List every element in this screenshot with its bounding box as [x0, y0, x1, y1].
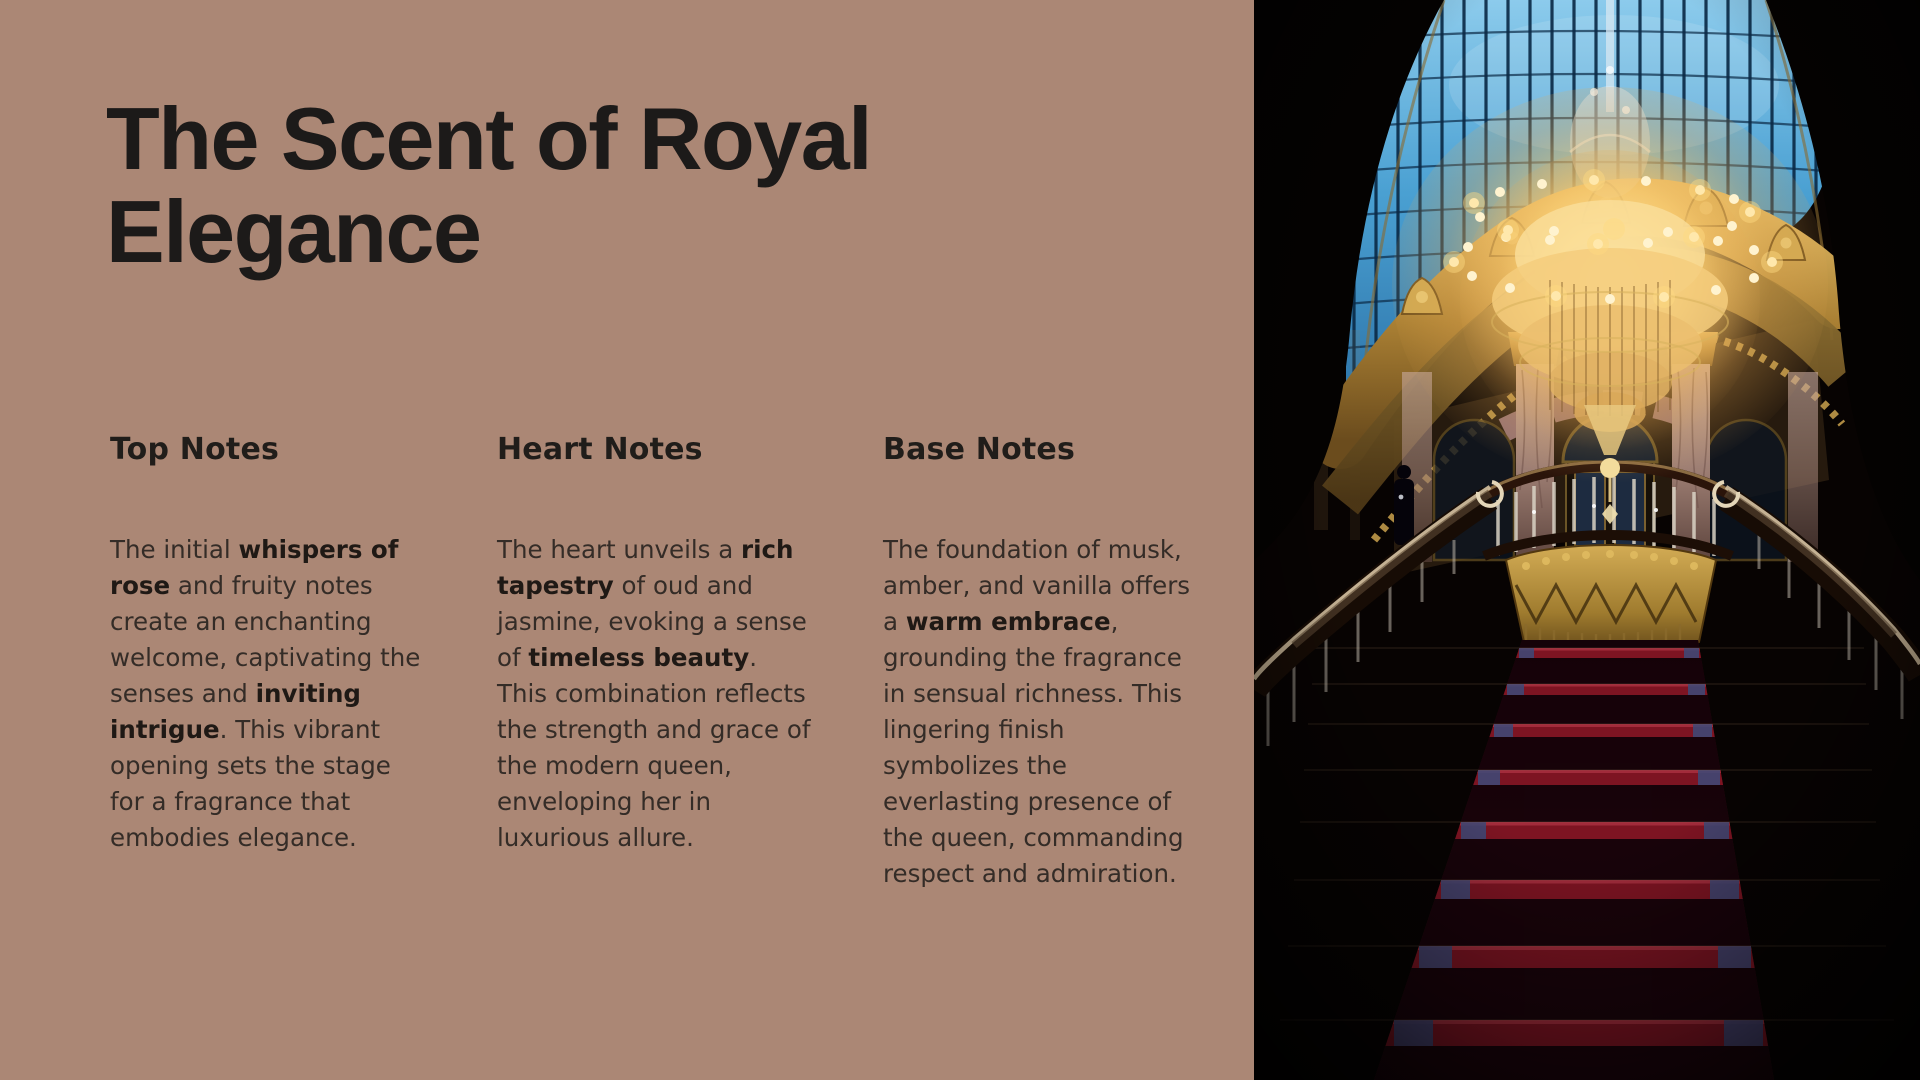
base-notes-heading: Base Notes: [883, 432, 1076, 467]
column-top-notes: [110, 432, 424, 856]
staircase-photo: [1254, 0, 1920, 1080]
column-heart-notes: [497, 432, 811, 856]
slide-title: The Scent of Royal Elegance: [106, 89, 872, 282]
staircase-illustration: [1254, 0, 1920, 1080]
heart-notes-heading: Heart Notes: [497, 432, 703, 467]
column-base-notes: [883, 432, 1197, 892]
top-notes-heading: Top Notes: [110, 432, 280, 467]
top-notes-body: The initial whispers of rose and fruity notes create an enchanting welcome, captivating the senses and inviting intrigue. This vibrant opening sets the stage for a fragrance that embodies elegance.: [110, 535, 421, 852]
base-notes-body: The foundation of musk, amber, and vanilla offers a warm embrace, grounding the fragrance in sensual richness. This lingering finish symbolizes the everlasting presence of the queen, commanding respect and admiration.: [883, 535, 1191, 888]
heart-notes-body: The heart unveils a rich tapestry of oud and jasmine, evoking a sense of timeless beauty. This combination reflects the strength and grace of the modern queen, enveloping her in luxurious allure.: [497, 535, 811, 852]
photo-vignette: [1254, 0, 1920, 1080]
